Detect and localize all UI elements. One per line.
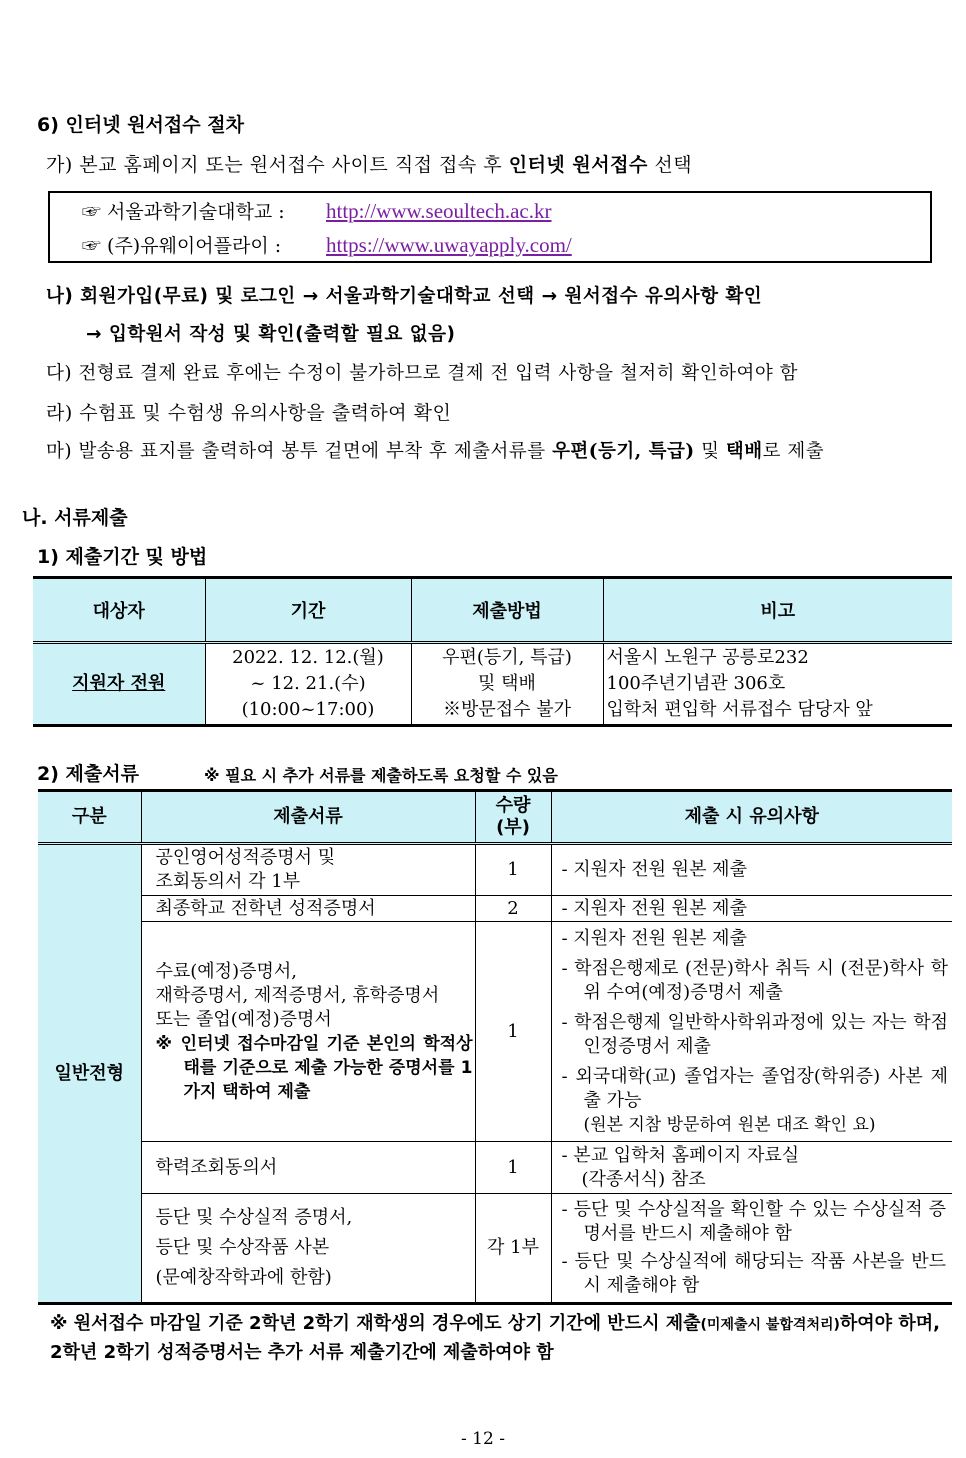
doc-cell <box>141 1142 475 1194</box>
note-cell <box>551 1142 952 1194</box>
header-remark: 비고 <box>603 578 952 643</box>
header-qty <box>475 791 551 844</box>
period-end: ~ 12. 21.(수) <box>250 673 366 694</box>
step-ra: 라) 수험표 및 수험생 유의사항을 출력하여 확인 <box>46 402 452 424</box>
header-method: 제출방법 <box>411 578 603 643</box>
doc-cell <box>141 844 475 896</box>
note-cell <box>551 1194 952 1304</box>
note-line: - 본교 입학처 홈페이지 자료실 <box>561 1144 800 1166</box>
doc-note: ※ 인터넷 접수마감일 기준 본인의 학적상태를 기준으로 제출 가능한 증명서를 1가지 택하여 제출 <box>155 1033 473 1102</box>
qty-cell: 1 <box>475 922 551 1142</box>
period-hours: (10:00~17:00) <box>241 699 375 720</box>
doc-line: 학력조회동의서 <box>155 1156 278 1178</box>
doc-line: 공인영어성적증명서 및 <box>155 847 336 868</box>
header-doc: 제출서류 <box>141 791 475 844</box>
site-links-box <box>48 191 932 263</box>
qty-cell: 1 <box>475 844 551 896</box>
procedure-heading: 6) 인터넷 원서접수 절차 <box>37 114 244 136</box>
remark-cell <box>603 643 952 726</box>
step-ma-bold2: 택배 <box>725 441 763 462</box>
step-ga-end: 선택 <box>647 154 693 176</box>
note-line: - 지원자 전원 원본 제출 <box>561 927 747 949</box>
site-label-uway: ☞ (주)유웨이어플라이 : <box>82 235 282 257</box>
remark-address: 서울시 노원구 공릉로232 <box>606 647 809 668</box>
header-note: 제출 시 유의사항 <box>551 791 952 844</box>
site-row-seoultech <box>82 197 552 224</box>
footnote <box>50 1310 958 1367</box>
target-cell <box>33 643 205 726</box>
period-header-row <box>33 578 952 643</box>
note-line: - 등단 및 수상실적을 확인할 수 있는 수상실적 증명서를 반드시 제출해야 함 <box>561 1199 946 1244</box>
doc-line: (문예창작학과에 한함) <box>155 1267 332 1288</box>
doc-line: 등단 및 수상작품 사본 <box>155 1237 330 1258</box>
docs-note: ※ 필요 시 추가 서류를 제출하도록 요청할 수 있음 <box>204 766 558 785</box>
note-line: (각종서식) 참조 <box>581 1168 706 1190</box>
doc-cell <box>141 896 475 922</box>
period-cell <box>205 643 411 726</box>
doc-line: 등단 및 수상실적 증명서, <box>155 1207 353 1228</box>
method-no-visit: ※방문접수 불가 <box>442 699 572 720</box>
note-line: - 학점은행제 일반학사학위과정에 있는 자는 학점인정증명서 제출 <box>561 1011 948 1057</box>
section-title: 나. 서류제출 <box>22 507 128 529</box>
site-row-uway <box>82 231 572 258</box>
period-row <box>33 643 952 726</box>
note-line: - 등단 및 수상실적에 해당되는 작품 사본을 반드시 제출해야 함 <box>561 1251 946 1296</box>
subsection-docs: 2) 제출서류 <box>37 763 139 785</box>
remark-building: 100주년기념관 306호 <box>606 673 786 694</box>
method-courier: 및 택배 <box>478 673 536 694</box>
header-qty-line2: (부) <box>496 817 530 838</box>
doc-line: 수료(예정)증명서, <box>155 960 297 982</box>
step-ma-text: 마) 발송용 표지를 출력하여 봉투 겉면에 부착 후 제출서류를 <box>46 441 553 462</box>
note-line: - 지원자 전원 원본 제출 <box>561 859 747 880</box>
header-qty-line1: 수량 <box>495 795 531 816</box>
category-cell: 일반전형 <box>38 844 141 1304</box>
note-line: - 외국대학(교) 졸업자는 졸업장(학위증) 사본 제출 가능 <box>561 1065 948 1111</box>
note-line: (원본 지참 방문하여 원본 대조 확인 요) <box>583 1114 876 1135</box>
table-row <box>38 896 952 922</box>
qty-cell: 2 <box>475 896 551 922</box>
site-label-seoultech: ☞ 서울과학기술대학교 : <box>82 201 285 223</box>
docs-header-row <box>38 791 952 844</box>
step-da: 다) 전형료 결제 완료 후에는 수정이 불가하므로 결제 전 입력 사항을 철저히 확인하여야 함 <box>46 363 799 384</box>
step-ma-bold1: 우편(등기, 특급) <box>552 441 695 462</box>
footnote-small: (미제출시 불합격처리) <box>700 1317 840 1333</box>
uwayapply-link[interactable]: https://www.uwayapply.com/ <box>326 233 572 257</box>
period-start: 2022. 12. 12.(월) <box>232 647 384 668</box>
footnote-end: 하여야 하며, 2학년 2학기 성적증명서는 추가 서류 제출기간에 제출하여야 함 <box>50 1313 940 1363</box>
docs-table <box>38 789 952 1305</box>
method-cell <box>411 643 603 726</box>
seoultech-link[interactable]: http://www.seoultech.ac.kr <box>326 199 552 223</box>
step-ma <box>46 437 824 463</box>
table-row <box>38 922 952 1142</box>
step-na-line2: → 입학원서 작성 및 확인(출력할 필요 없음) <box>86 324 456 345</box>
doc-line: 조회동의서 각 1부 <box>155 871 301 892</box>
step-ma-end: 로 제출 <box>762 441 825 462</box>
subsection-period: 1) 제출기간 및 방법 <box>37 546 208 568</box>
note-cell <box>551 896 952 922</box>
step-ga-text: 가) 본교 홈페이지 또는 원서접수 사이트 직접 접속 후 <box>46 154 509 176</box>
note-cell <box>551 922 952 1142</box>
doc-line: 재학증명서, 제적증명서, 휴학증명서 <box>155 984 440 1006</box>
header-category: 구분 <box>38 791 141 844</box>
table-row <box>38 1194 952 1304</box>
page-number: - 12 - <box>461 1429 505 1449</box>
period-table <box>33 576 952 727</box>
remark-recipient: 입학처 편입학 서류접수 담당자 앞 <box>606 699 873 720</box>
doc-line: 최종학교 전학년 성적증명서 <box>155 897 376 919</box>
doc-cell <box>141 922 475 1142</box>
note-cell <box>551 844 952 896</box>
qty-cell: 각 1부 <box>475 1194 551 1304</box>
method-mail: 우편(등기, 특급) <box>442 647 572 668</box>
doc-cell <box>141 1194 475 1304</box>
step-ma-mid: 및 <box>694 441 726 462</box>
step-ga-bold: 인터넷 원서접수 <box>508 154 648 176</box>
header-period: 기간 <box>205 578 411 643</box>
footnote-main: ※ 원서접수 마감일 기준 2학년 2학기 재학생의 경우에도 상기 기간에 반드시 제출 <box>50 1313 701 1334</box>
note-line: - 학점은행제로 (전문)학사 취득 시 (전문)학사 학위 수여(예정)증명서 제출 <box>561 957 948 1003</box>
step-ga <box>46 150 692 177</box>
doc-line: 또는 졸업(예정)증명서 <box>155 1008 332 1030</box>
target-text: 지원자 전원 <box>72 673 166 694</box>
note-line: - 지원자 전원 원본 제출 <box>561 897 747 919</box>
step-na-line1: 나) 회원가입(무료) 및 로그인 → 서울과학기술대학교 선택 → 원서접수 유의사항 확인 <box>46 286 763 307</box>
table-row <box>38 1142 952 1194</box>
table-row <box>38 844 952 896</box>
qty-cell: 1 <box>475 1142 551 1194</box>
header-target: 대상자 <box>33 578 205 643</box>
